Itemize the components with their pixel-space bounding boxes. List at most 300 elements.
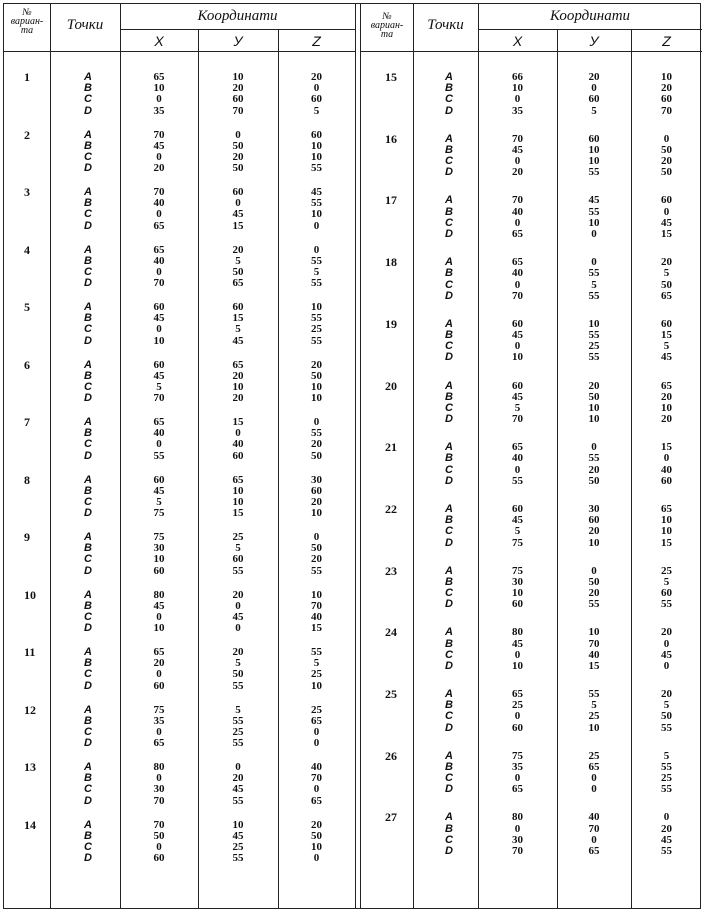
point-label: B xyxy=(445,143,453,156)
points-cell xyxy=(437,566,461,611)
points-cell xyxy=(76,417,100,462)
coord-value: 10 xyxy=(311,679,322,692)
coord-value: 0 xyxy=(591,783,597,796)
coord-value: 70 xyxy=(311,772,322,785)
point-label: A xyxy=(84,128,92,141)
point-label: D xyxy=(84,737,92,750)
coord-value: 5 xyxy=(663,749,670,762)
coord-value: 65 xyxy=(512,256,523,269)
coord-value: 65 xyxy=(153,243,165,256)
coord-y-cell xyxy=(557,134,631,179)
coord-value: 0 xyxy=(156,438,162,451)
coord-value: 40 xyxy=(512,452,523,465)
coord-value: 65 xyxy=(512,441,523,454)
coord-value: 25 xyxy=(661,564,672,577)
coord-value: 5 xyxy=(591,699,597,712)
coord-value: 55 xyxy=(588,598,600,611)
point-label: A xyxy=(445,71,453,83)
variant-row xyxy=(361,128,702,184)
points-cell xyxy=(76,820,100,865)
coord-value: 5 xyxy=(313,657,320,670)
coord-value: 15 xyxy=(232,219,244,232)
coord-value: 15 xyxy=(661,441,672,454)
coord-value: 50 xyxy=(311,449,322,462)
variant-header: № вариан- та xyxy=(370,11,404,40)
coord-value: 70 xyxy=(153,128,165,141)
coord-z-cell xyxy=(631,751,702,796)
coord-value: 60 xyxy=(153,473,165,486)
coord-value: 10 xyxy=(311,840,322,853)
coord-value: 0 xyxy=(514,772,521,785)
coord-value: 55 xyxy=(153,449,165,462)
coord-value: 0 xyxy=(591,441,597,454)
coord-value: 50 xyxy=(232,265,244,278)
coord-value: 20 xyxy=(588,587,600,599)
point-label: D xyxy=(445,845,453,857)
coordinates-header: Координати xyxy=(549,8,631,24)
variant-number: 4 xyxy=(24,242,30,257)
point-label: B xyxy=(84,714,92,727)
coord-value: 0 xyxy=(514,710,521,723)
coord-value: 70 xyxy=(512,194,523,207)
variant-number: 16 xyxy=(385,131,397,146)
coord-value: 70 xyxy=(153,818,165,831)
coord-value: 70 xyxy=(588,637,600,650)
variant-row xyxy=(361,498,702,554)
coord-value: 0 xyxy=(156,150,162,163)
coord-value: 65 xyxy=(153,219,165,232)
coord-value: 10 xyxy=(311,588,322,601)
coord-value: 80 xyxy=(153,761,165,773)
coord-value: 70 xyxy=(512,845,523,857)
point-label: A xyxy=(445,379,453,392)
points-cell xyxy=(437,812,461,857)
coord-value: 10 xyxy=(588,721,600,734)
coord-value: 55 xyxy=(588,452,600,465)
variant-number: 2 xyxy=(24,127,30,142)
point-label: A xyxy=(84,761,92,773)
coord-value: 35 xyxy=(153,104,165,117)
variant-number: 26 xyxy=(385,748,397,763)
point-label: C xyxy=(84,840,92,853)
right-table xyxy=(361,4,702,908)
coord-y-cell xyxy=(557,566,631,611)
point-label: B xyxy=(445,329,453,341)
coord-value: 10 xyxy=(232,484,244,497)
coord-value: 55 xyxy=(311,312,322,325)
point-label: C xyxy=(445,340,453,353)
coord-y-cell xyxy=(557,257,631,302)
coord-value: 45 xyxy=(232,208,244,221)
variant-row xyxy=(361,806,702,862)
coord-value: 10 xyxy=(153,82,165,95)
coord-value: 55 xyxy=(232,852,244,865)
coord-y-cell xyxy=(198,820,278,865)
coord-z-cell xyxy=(631,504,702,549)
points-cell xyxy=(437,504,461,549)
coord-value: 60 xyxy=(232,553,244,566)
variant-row xyxy=(4,181,355,237)
coord-value: 10 xyxy=(512,587,523,599)
coord-value: 20 xyxy=(232,243,244,256)
coord-value: 5 xyxy=(663,267,670,280)
coord-value: 60 xyxy=(588,132,600,145)
coord-z-cell xyxy=(631,689,702,734)
point-label: D xyxy=(445,289,453,302)
coord-value: 20 xyxy=(512,166,523,179)
coord-value: 5 xyxy=(235,657,241,670)
variant-row xyxy=(4,641,355,697)
point-label: B xyxy=(445,760,453,773)
variant-number: 9 xyxy=(24,530,30,544)
coord-value: 0 xyxy=(313,416,320,428)
point-label: B xyxy=(445,452,453,465)
coord-z-cell xyxy=(278,417,355,462)
point-label: C xyxy=(445,216,453,229)
coord-value: 55 xyxy=(311,646,322,658)
point-label: C xyxy=(84,783,92,796)
point-label: B xyxy=(84,369,92,382)
point-label: A xyxy=(445,688,453,700)
coord-z-cell xyxy=(631,627,702,672)
point-label: B xyxy=(445,82,453,95)
coord-x-cell xyxy=(120,762,198,807)
point-label: B xyxy=(445,822,453,835)
coord-y-cell xyxy=(198,590,278,635)
coord-value: 55 xyxy=(588,351,600,364)
point-label: B xyxy=(84,254,92,267)
coord-y-cell xyxy=(557,689,631,734)
coord-x-cell xyxy=(120,705,198,750)
coord-y-cell xyxy=(198,762,278,807)
coord-y-cell xyxy=(557,751,631,796)
coord-x-cell xyxy=(478,627,557,672)
coord-value: 0 xyxy=(514,155,521,168)
point-label: C xyxy=(84,668,92,681)
point-label: B xyxy=(445,205,453,218)
coord-value: 0 xyxy=(663,811,670,824)
coord-z-cell xyxy=(278,475,355,520)
coord-value: 55 xyxy=(588,267,600,280)
coord-value: 10 xyxy=(311,301,322,313)
coord-z-cell xyxy=(278,590,355,635)
coord-value: 50 xyxy=(588,575,600,588)
variant-row xyxy=(4,124,355,180)
coord-value: 55 xyxy=(232,679,244,692)
point-label: C xyxy=(84,93,92,106)
coord-value: 45 xyxy=(232,783,244,796)
coord-value: 0 xyxy=(156,725,162,738)
variant-row xyxy=(361,375,702,431)
point-label: D xyxy=(445,228,453,240)
coord-value: 50 xyxy=(661,143,672,156)
point-label: D xyxy=(84,104,92,117)
point-label: C xyxy=(84,150,92,163)
point-label: A xyxy=(445,317,453,330)
coord-value: 60 xyxy=(311,93,322,106)
coord-value: 10 xyxy=(661,71,672,83)
coord-value: 0 xyxy=(313,243,320,256)
point-label: B xyxy=(445,267,453,280)
coord-value: 10 xyxy=(311,380,322,393)
coord-value: 10 xyxy=(311,208,322,221)
coord-value: 20 xyxy=(661,155,672,168)
point-label: A xyxy=(84,358,92,371)
coord-value: 45 xyxy=(232,610,244,623)
point-label: D xyxy=(445,104,453,117)
points-cell xyxy=(437,257,461,302)
coord-value: 20 xyxy=(311,495,322,508)
coord-x-cell xyxy=(120,187,198,232)
coord-z-cell xyxy=(278,762,355,807)
coord-x-cell xyxy=(478,504,557,549)
variant-number: 14 xyxy=(24,817,36,832)
point-label: C xyxy=(445,463,453,476)
coord-x-cell xyxy=(478,134,557,179)
point-label: D xyxy=(84,219,92,232)
coord-value: 0 xyxy=(514,93,521,106)
variant-number: 1 xyxy=(24,70,30,84)
variant-number: 3 xyxy=(24,185,30,199)
points-cell xyxy=(76,590,100,635)
coord-value: 20 xyxy=(232,392,244,405)
point-label: D xyxy=(445,659,453,672)
coord-value: 45 xyxy=(661,648,672,661)
coord-value: 45 xyxy=(153,139,165,152)
coord-value: 75 xyxy=(153,531,165,543)
axis-x-header: X xyxy=(512,33,523,49)
point-label: D xyxy=(84,449,92,462)
points-header: Точки xyxy=(427,17,464,33)
point-label: B xyxy=(84,427,92,440)
coord-x-cell xyxy=(478,566,557,611)
point-label: D xyxy=(445,166,453,179)
point-label: A xyxy=(445,256,453,269)
coord-value: 20 xyxy=(661,256,672,269)
coord-value: 15 xyxy=(232,416,244,428)
coord-z-cell xyxy=(278,187,355,232)
point-label: D xyxy=(445,721,453,734)
coord-value: 60 xyxy=(512,317,523,330)
point-label: A xyxy=(84,531,92,543)
coord-value: 65 xyxy=(512,783,523,796)
point-label: D xyxy=(84,794,92,807)
point-label: B xyxy=(445,575,453,588)
point-label: A xyxy=(445,811,453,824)
coord-value: 0 xyxy=(156,93,162,106)
coord-value: 0 xyxy=(663,659,670,672)
coord-y-cell xyxy=(198,647,278,692)
coord-y-cell xyxy=(198,532,278,577)
coord-value: 40 xyxy=(661,463,672,476)
coord-value: 60 xyxy=(153,301,165,313)
points-cell xyxy=(76,705,100,750)
coord-value: 70 xyxy=(153,794,165,807)
point-label: C xyxy=(445,833,453,846)
point-label: A xyxy=(84,473,92,486)
coord-value: 0 xyxy=(313,531,320,543)
coord-value: 60 xyxy=(661,317,672,330)
coord-x-cell xyxy=(478,812,557,857)
point-label: B xyxy=(84,82,92,95)
point-label: C xyxy=(445,155,453,168)
coord-value: 20 xyxy=(588,525,600,538)
coord-value: 70 xyxy=(512,413,523,426)
coord-value: 10 xyxy=(153,622,165,635)
coord-value: 0 xyxy=(235,622,241,635)
coord-value: 20 xyxy=(661,413,672,426)
coord-value: 0 xyxy=(235,761,241,773)
coord-value: 50 xyxy=(311,829,322,842)
coord-x-cell xyxy=(120,590,198,635)
coord-value: 70 xyxy=(512,289,523,302)
coord-value: 65 xyxy=(661,379,672,392)
coord-value: 75 xyxy=(512,564,523,577)
coord-value: 10 xyxy=(311,507,322,520)
coord-value: 20 xyxy=(232,82,244,95)
coord-z-cell xyxy=(278,532,355,577)
coord-value: 60 xyxy=(232,93,244,106)
coord-value: 15 xyxy=(232,507,244,520)
variant-number: 17 xyxy=(385,193,397,208)
variant-number: 27 xyxy=(385,810,397,825)
coord-value: 0 xyxy=(156,208,162,221)
coord-value: 40 xyxy=(153,254,165,267)
variant-row xyxy=(361,621,702,677)
coord-value: 35 xyxy=(512,760,523,773)
coord-value: 20 xyxy=(588,463,600,476)
coord-value: 30 xyxy=(512,833,523,846)
coord-value: 0 xyxy=(514,216,521,229)
point-label: A xyxy=(445,441,453,454)
coord-value: 20 xyxy=(661,82,672,95)
variant-number: 24 xyxy=(385,625,397,640)
coord-y-cell xyxy=(557,319,631,364)
coord-value: 0 xyxy=(156,772,162,785)
coord-value: 65 xyxy=(153,737,165,750)
coord-value: 25 xyxy=(311,703,322,716)
point-label: C xyxy=(84,323,92,336)
coord-value: 10 xyxy=(512,82,523,95)
coord-value: 0 xyxy=(514,340,521,353)
axis-y-header: У xyxy=(233,33,243,49)
coord-value: 25 xyxy=(661,772,672,785)
coord-value: 25 xyxy=(588,710,600,723)
coord-value: 65 xyxy=(311,794,322,807)
coord-value: 55 xyxy=(311,427,322,440)
coord-value: 0 xyxy=(313,219,320,232)
coord-value: 20 xyxy=(232,150,244,163)
coord-value: 55 xyxy=(311,334,322,347)
point-label: C xyxy=(445,587,453,599)
coord-value: 55 xyxy=(588,166,600,179)
coord-x-cell xyxy=(120,475,198,520)
coord-value: 60 xyxy=(661,194,672,207)
point-label: D xyxy=(84,392,92,405)
point-label: B xyxy=(84,542,92,555)
coord-value: 0 xyxy=(156,840,162,853)
coord-value: 40 xyxy=(232,438,244,451)
coord-value: 55 xyxy=(588,205,600,218)
coord-value: 55 xyxy=(661,783,672,796)
coord-value: 50 xyxy=(311,369,322,382)
variant-row xyxy=(4,469,355,525)
coord-value: 75 xyxy=(153,703,165,716)
coord-value: 15 xyxy=(232,312,244,325)
coord-value: 55 xyxy=(661,845,672,857)
coord-value: 55 xyxy=(588,289,600,302)
point-label: C xyxy=(445,401,453,414)
coord-value: 10 xyxy=(588,216,600,229)
coord-value: 0 xyxy=(514,822,521,835)
point-label: A xyxy=(84,243,92,256)
point-label: D xyxy=(445,598,453,611)
coord-z-cell xyxy=(631,812,702,857)
coord-value: 60 xyxy=(153,358,165,371)
variant-number: 13 xyxy=(24,760,36,774)
coord-value: 55 xyxy=(588,688,600,700)
coord-value: 45 xyxy=(153,599,165,612)
coord-value: 40 xyxy=(153,427,165,440)
point-label: A xyxy=(84,818,92,831)
coord-z-cell xyxy=(278,245,355,290)
point-label: C xyxy=(84,725,92,738)
coord-value: 20 xyxy=(311,818,322,831)
points-cell xyxy=(76,130,100,175)
points-cell xyxy=(437,689,461,734)
coord-value: 0 xyxy=(514,648,521,661)
point-label: D xyxy=(84,564,92,577)
coord-value: 65 xyxy=(153,71,165,83)
coord-value: 0 xyxy=(313,737,320,750)
coord-value: 66 xyxy=(512,71,523,83)
coord-value: 45 xyxy=(153,312,165,325)
coord-value: 65 xyxy=(153,646,165,658)
points-cell xyxy=(76,302,100,347)
coord-value: 45 xyxy=(512,143,523,156)
point-label: A xyxy=(445,194,453,207)
point-label: A xyxy=(84,646,92,658)
point-label: C xyxy=(445,93,453,106)
coord-z-cell xyxy=(631,195,702,240)
points-cell xyxy=(76,475,100,520)
variant-row xyxy=(4,526,355,582)
coord-value: 25 xyxy=(588,340,600,353)
coord-value: 80 xyxy=(512,811,523,824)
coord-value: 20 xyxy=(661,822,672,835)
coord-value: 70 xyxy=(588,822,600,835)
variant-number: 10 xyxy=(24,587,36,602)
axis-z-header: Z xyxy=(662,33,671,49)
variant-number: 6 xyxy=(24,357,30,372)
coord-value: 15 xyxy=(588,659,600,672)
coord-x-cell xyxy=(120,302,198,347)
coord-value: 60 xyxy=(588,93,600,106)
variant-row xyxy=(4,354,355,410)
point-label: D xyxy=(445,536,453,549)
point-label: A xyxy=(445,502,453,515)
coord-z-cell xyxy=(278,647,355,692)
coord-value: 50 xyxy=(661,278,672,291)
coord-x-cell xyxy=(120,647,198,692)
point-label: D xyxy=(84,622,92,635)
coord-value: 55 xyxy=(311,277,322,290)
coord-y-cell xyxy=(198,705,278,750)
coord-x-cell xyxy=(478,689,557,734)
coord-y-cell xyxy=(198,187,278,232)
coord-value: 55 xyxy=(232,794,244,807)
coord-value: 25 xyxy=(232,725,244,738)
